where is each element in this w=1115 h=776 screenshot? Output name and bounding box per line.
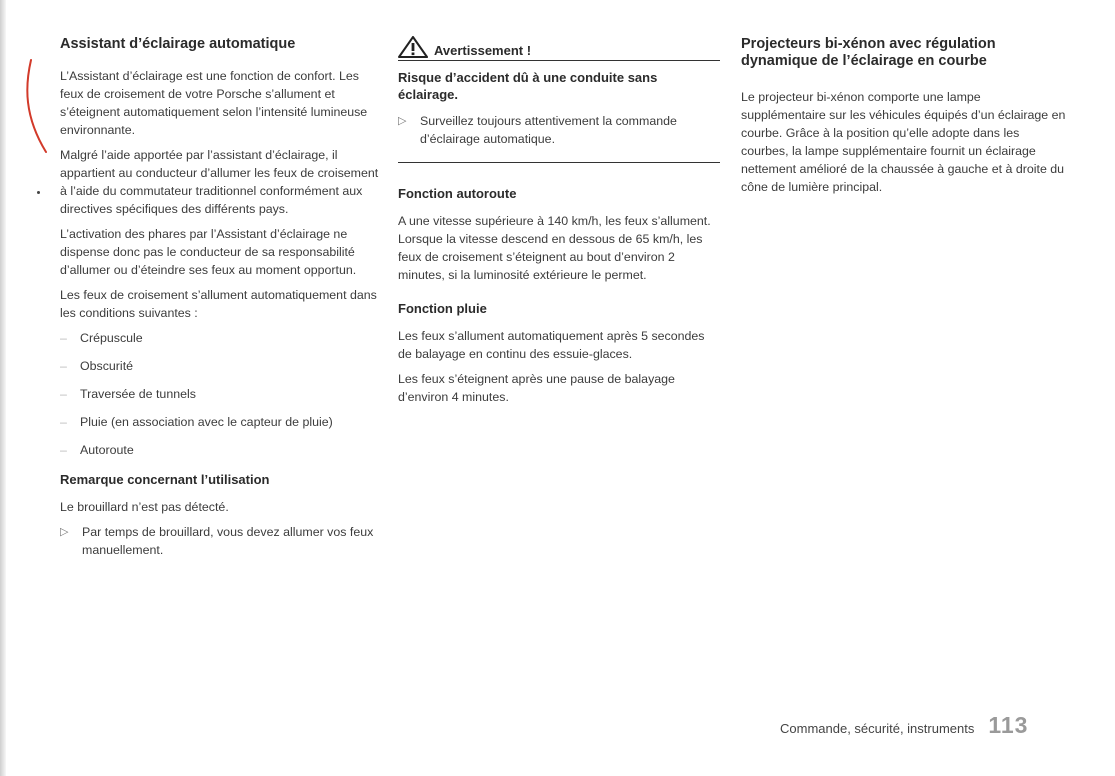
column-assistant: [60, 36, 380, 567]
warning-risk: Risque d’accident dû à une conduite sans éclairage.: [398, 70, 658, 102]
highway-text: A une vitesse supérieure à 140 km/h, les feux s’allument. Lorsque la vitesse descend en dessous de 65 km/h, les feux de croisement s’éteignent au bout d’environ 2 minutes, si la luminosité extérieure le permet.: [398, 214, 711, 282]
list-item: – Traversée de tunnels: [60, 385, 380, 403]
warning-triangle-icon: [398, 36, 428, 58]
section-title-assistant: Assistant d’éclairage automatique: [60, 36, 296, 52]
rain-title: Fonction pluie: [398, 301, 487, 316]
warning-instruction: [398, 112, 720, 148]
highway-title: Fonction autoroute: [398, 186, 517, 201]
page-number: 113: [988, 712, 1029, 738]
red-pen-annotation: [22, 56, 62, 156]
list-item: – Autoroute: [60, 441, 380, 459]
conditions-list: [60, 329, 380, 459]
note-title: Remarque concernant l’utilisation: [60, 472, 270, 487]
section-title-bixenon: Projecteurs bi-xénon avec régulation dynamique de l’éclairage en courbe: [741, 36, 996, 69]
note-instruction-text: Par temps de brouillard, vous devez allumer vos feux manuellement.: [82, 525, 374, 557]
page-spine: [0, 0, 6, 776]
bixenon-text: Le projecteur bi-xénon comporte une lampe supplémentaire sur les véhicules équipés d’un éclairage en courbe. Grâce à la position qu’elle adopte dans les courbes, la lampe supplémentaire fournit un éclairage nettement amélioré de la chaussée à gauche et à droite du cône de lumière principal.: [741, 90, 1066, 194]
rain-text: Les feux s’allument automatiquement après 5 secondes de balayage en continu des essuie-glaces.: [398, 329, 705, 361]
list-item: – Obscurité: [60, 357, 380, 375]
arrow-bullet-icon: ▷: [398, 115, 407, 127]
column-functions: [398, 36, 720, 413]
paragraph: L’activation des phares par l’Assistant d’éclairage ne dispense donc pas le conducteur de sa responsabilité d’allumer ou d’éteindre ses feux au moment opportun.: [60, 227, 357, 277]
ink-dot: [37, 191, 40, 194]
paragraph: Malgré l’aide apportée par l’assistant d’éclairage, il appartient au conducteur d’allumer les feux de croisement à l’aide du commutateur traditionnel conformément aux directives spécifiques des différents pays.: [60, 148, 379, 216]
warning-instruction-text: Surveillez toujours attentivement la commande d’éclairage automatique.: [420, 114, 677, 146]
rain-text: Les feux s’éteignent après une pause de balayage d’environ 4 minutes.: [398, 372, 675, 404]
note-text: Le brouillard n’est pas détecté.: [60, 500, 229, 514]
note-instruction: [60, 523, 380, 559]
footer-section: Commande, sécurité, instruments: [780, 721, 975, 736]
list-item: – Crépuscule: [60, 329, 380, 347]
page-footer: [780, 712, 1028, 739]
paragraph: Les feux de croisement s’allument automatiquement dans les conditions suivantes :: [60, 288, 377, 320]
warning-header: [398, 36, 720, 61]
warning-label: Avertissement !: [434, 43, 532, 58]
warning-box: [398, 36, 720, 163]
paragraph: L’Assistant d’éclairage est une fonction de confort. Les feux de croisement de votre Porsche s’allument et s’éteignent automatiquement selon l’intensité lumineuse environnante.: [60, 69, 368, 137]
column-bixenon: [741, 36, 1066, 203]
list-item: – Pluie (en association avec le capteur de pluie): [60, 413, 380, 431]
arrow-bullet-icon: ▷: [60, 526, 69, 538]
